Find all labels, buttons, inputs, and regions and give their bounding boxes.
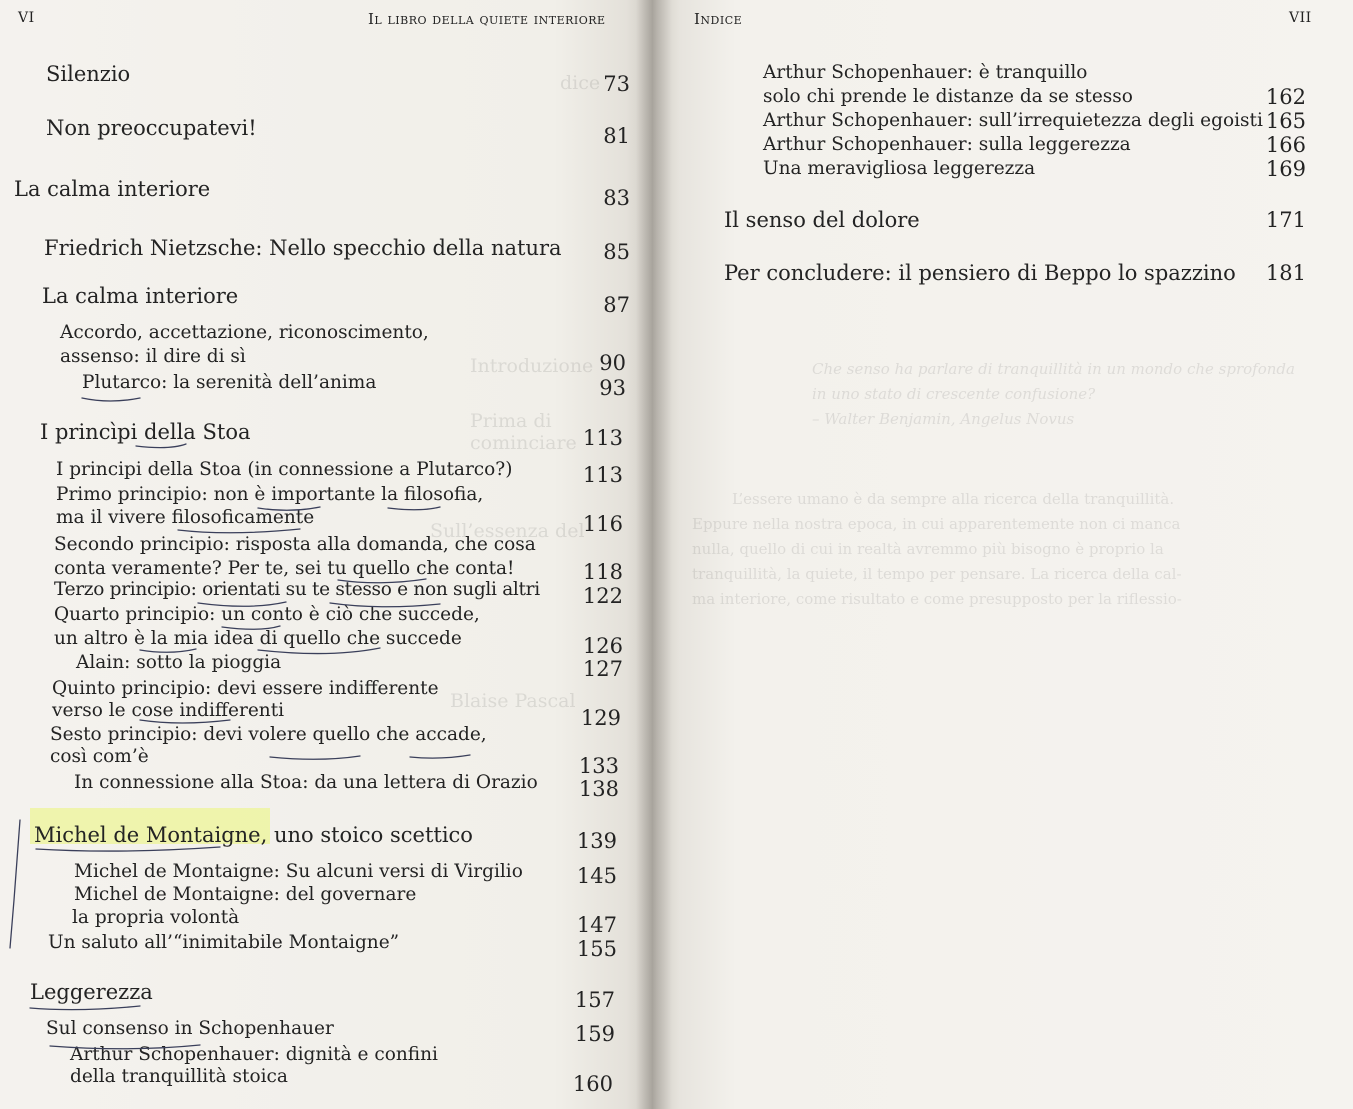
toc-entry-page: 138 <box>578 777 619 801</box>
book-gutter-shadow <box>636 0 672 1109</box>
toc-entry-title: Silenzio <box>46 62 131 86</box>
toc-entry-title: Terzo principio: orientati su te stesso e non sugli altri <box>54 579 540 600</box>
toc-entry-title: così com’è <box>50 746 149 767</box>
toc-entry-title: ma il vivere filosoficamente <box>56 507 315 528</box>
toc-entry-page: 118 <box>582 560 623 584</box>
toc-entry-page: 113 <box>582 463 623 487</box>
pen-underline <box>338 579 426 583</box>
pen-underline <box>36 847 220 851</box>
toc-entry-page: 145 <box>576 864 617 888</box>
toc-entry-title: Arthur Schopenhauer: dignità e confini <box>70 1044 438 1065</box>
toc-entry-title: conta veramente? Per te, sei tu quello che conta! <box>54 558 515 579</box>
toc-entry-page: 166 <box>1265 133 1306 157</box>
toc-entry-title: Non preoccupatevi! <box>46 116 257 140</box>
toc-entry-page: 85 <box>603 240 630 264</box>
toc-entry-title: Arthur Schopenhauer: è tranquillo <box>763 62 1088 83</box>
show-through-text: – Walter Benjamin, Angelus Novus <box>812 410 1075 428</box>
toc-section-title: Il senso del dolore <box>724 208 920 232</box>
toc-entry-title: verso le cose indifferenti <box>52 700 285 721</box>
toc-entry-title: Secondo principio: risposta alla domanda, che cosa <box>54 534 536 555</box>
pen-underline <box>140 649 196 652</box>
toc-entry-page: 83 <box>603 186 630 210</box>
toc-section-title: Leggerezza <box>30 980 153 1004</box>
toc-entry-page: 93 <box>599 376 626 400</box>
toc-entry-title: Quinto principio: devi essere indifferente <box>52 678 439 699</box>
toc-entry-page: 169 <box>1265 157 1306 181</box>
toc-entry-title: Sul consenso in Schopenhauer <box>46 1018 334 1039</box>
pen-underline <box>258 507 320 510</box>
pen-underline <box>30 1006 140 1010</box>
show-through-text: Sull’essenza del <box>430 520 585 542</box>
toc-section-title: La calma interiore <box>14 177 211 201</box>
toc-entry-title: la propria volontà <box>72 907 240 928</box>
pen-underline <box>50 1045 200 1049</box>
show-through-text: in uno stato di crescente confusione? <box>812 385 1096 403</box>
show-through-text: Prima di cominciare <box>470 410 577 454</box>
toc-entry-page: 139 <box>576 829 617 853</box>
pen-underline <box>140 720 230 723</box>
toc-entry-title: Michel de Montaigne: del governare <box>74 884 417 905</box>
toc-section-title: Michel de Montaigne, uno stoico scettico <box>34 823 473 847</box>
toc-entry-title: Accordo, accettazione, riconoscimento, <box>60 322 429 343</box>
toc-entry-page: 133 <box>578 754 619 778</box>
running-head-right: Indice <box>694 10 743 28</box>
show-through-text: tranquillità, la quiete, il tempo per pensare. La ricerca della cal- <box>692 565 1182 583</box>
toc-entry-title: Alain: sotto la pioggia <box>76 652 282 673</box>
pen-underline <box>178 529 300 533</box>
toc-entry-page: 81 <box>603 124 630 148</box>
toc-entry-page: 116 <box>582 512 623 536</box>
show-through-text: nulla, quello di cui in realtà avremmo più bisogno è proprio la <box>692 540 1164 558</box>
show-through-text: Introduzione <box>470 355 594 377</box>
toc-entry-title: assenso: il dire di sì <box>60 346 246 367</box>
toc-entry-page: 87 <box>603 293 630 317</box>
pen-underline <box>136 444 186 448</box>
show-through-text: ma interiore, come risultato e come presupposto per la riflessio- <box>692 590 1182 608</box>
pen-underline <box>388 507 440 510</box>
toc-entry-title: Un saluto all’“inimitabile Montaigne” <box>48 932 400 953</box>
toc-entry-page: 160 <box>572 1072 613 1096</box>
toc-entry-title: Michel de Montaigne: Su alcuni versi di Virgilio <box>74 861 523 882</box>
pen-underline <box>258 648 380 654</box>
pen-underline <box>270 756 360 759</box>
toc-entry-page: 165 <box>1265 109 1306 133</box>
toc-entry-title: Arthur Schopenhauer: sulla leggerezza <box>763 134 1131 155</box>
pen-bracket <box>10 820 20 948</box>
toc-section-title: I princìpi della Stoa <box>40 420 251 444</box>
toc-entry-title: Una meravigliosa leggerezza <box>763 158 1036 179</box>
toc-entry-page: 113 <box>582 426 623 450</box>
toc-entry-page: 73 <box>603 72 630 96</box>
toc-entry-title: della tranquillità stoica <box>70 1066 288 1087</box>
page-folio-left: VI <box>18 10 35 26</box>
pen-underline <box>330 603 440 607</box>
show-through-text: dice <box>560 72 601 94</box>
toc-entry-page: 90 <box>599 351 626 375</box>
pen-underline <box>222 626 280 629</box>
toc-entry-page: 127 <box>582 657 623 681</box>
toc-entry-page: 162 <box>1265 85 1306 109</box>
toc-entry-title: Primo principio: non è importante la filosofia, <box>56 484 484 505</box>
toc-entry-page: 126 <box>582 634 623 658</box>
toc-entry-title: Friedrich Nietzsche: Nello specchio della natura <box>44 236 562 260</box>
pen-annotations <box>0 0 652 1109</box>
running-head-left: Il libro della quiete interiore <box>368 10 606 28</box>
page-folio-right: VII <box>1289 10 1312 26</box>
pen-underline <box>198 602 286 606</box>
toc-entry-page: 129 <box>580 706 621 730</box>
toc-entry-page: 157 <box>574 988 615 1012</box>
show-through-text: Blaise Pascal <box>450 690 576 712</box>
toc-entry-title: La calma interiore <box>42 284 239 308</box>
toc-entry-page: 122 <box>582 584 623 608</box>
show-through-text: Che senso ha parlare di tranquillità in un mondo che sprofonda <box>812 360 1295 378</box>
toc-entry-title: Plutarco: la serenità dell’anima <box>82 372 377 393</box>
pen-underline <box>410 755 470 758</box>
toc-entry-page: 181 <box>1265 261 1306 285</box>
toc-entry-title: un altro è la mia idea di quello che succede <box>54 628 462 649</box>
toc-entry-title: I principi della Stoa (in connessione a Plutarco?) <box>56 459 513 480</box>
toc-entry-title: Quarto principio: un conto è ciò che succede, <box>54 604 480 625</box>
toc-entry-title: Arthur Schopenhauer: sull’irrequietezza degli egoisti <box>763 110 1263 131</box>
toc-entry-page: 159 <box>574 1022 615 1046</box>
show-through-text: Eppure nella nostra epoca, in cui apparentemente non ci manca <box>692 515 1181 533</box>
toc-section-title: Per concludere: il pensiero di Beppo lo spazzino <box>724 261 1236 285</box>
toc-entry-page: 155 <box>576 937 617 961</box>
toc-entry-title: Sesto principio: devi volere quello che accade, <box>50 724 487 745</box>
toc-entry-title: In connessione alla Stoa: da una lettera di Orazio <box>74 772 538 793</box>
left-page <box>0 0 652 1109</box>
show-through-text: L’essere umano è da sempre alla ricerca della tranquillità. <box>732 490 1175 508</box>
toc-entry-page: 171 <box>1265 208 1306 232</box>
toc-entry-title: solo chi prende le distanze da se stesso <box>763 86 1133 107</box>
right-page <box>652 0 1353 1109</box>
toc-entry-page: 147 <box>576 913 617 937</box>
pen-underline <box>82 398 140 401</box>
